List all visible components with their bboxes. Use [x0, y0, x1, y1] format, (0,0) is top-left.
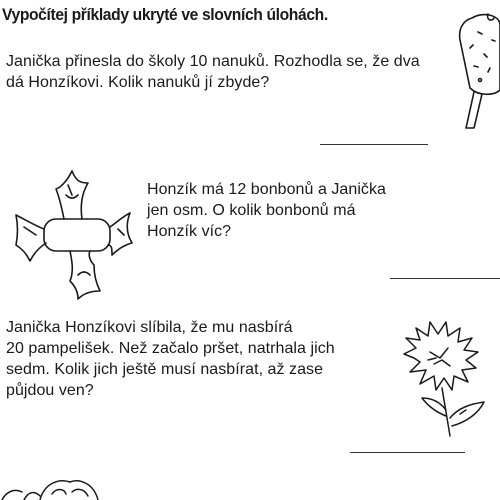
problem-1-answer-line[interactable] — [320, 144, 428, 145]
problem-2-line-1: Honzík má 12 bonbonů a Janička — [147, 181, 386, 198]
problem-3-line-2: 20 pampelišek. Než začalo pršet, natrhala jich — [6, 340, 335, 357]
worksheet-heading: Vypočítej příklady ukryté ve slovních úlohách. — [2, 5, 328, 24]
dandelion-icon — [400, 318, 490, 438]
problem-3-line-3: sedm. Kolik jich ještě musí nasbírat, až zase — [6, 361, 324, 378]
problem-2-line-3: Honzík víc? — [147, 223, 232, 240]
problem-3-line-4: půjdou ven? — [6, 382, 94, 399]
ice-cream-popsicle-icon — [448, 10, 500, 130]
problem-2-answer-line[interactable] — [390, 278, 500, 279]
partial-illustration-icon — [0, 468, 110, 500]
problem-1-text — [6, 51, 420, 93]
problem-3-line-1: Janička Honzíkovi slíbila, že mu nasbírá — [6, 319, 293, 336]
wrapped-candy-icon — [12, 165, 136, 301]
problem-1-line-1: Janička přinesla do školy 10 nanuků. Rozhodla se, že dva — [6, 53, 420, 70]
problem-2-text — [147, 179, 386, 242]
problem-3-text — [6, 317, 335, 401]
problem-3-answer-line[interactable] — [350, 452, 465, 453]
problem-1-line-2: dá Honzíkovi. Kolik nanuků jí zbyde? — [6, 74, 270, 91]
problem-2-line-2: jen osm. O kolik bonbonů má — [147, 202, 356, 219]
